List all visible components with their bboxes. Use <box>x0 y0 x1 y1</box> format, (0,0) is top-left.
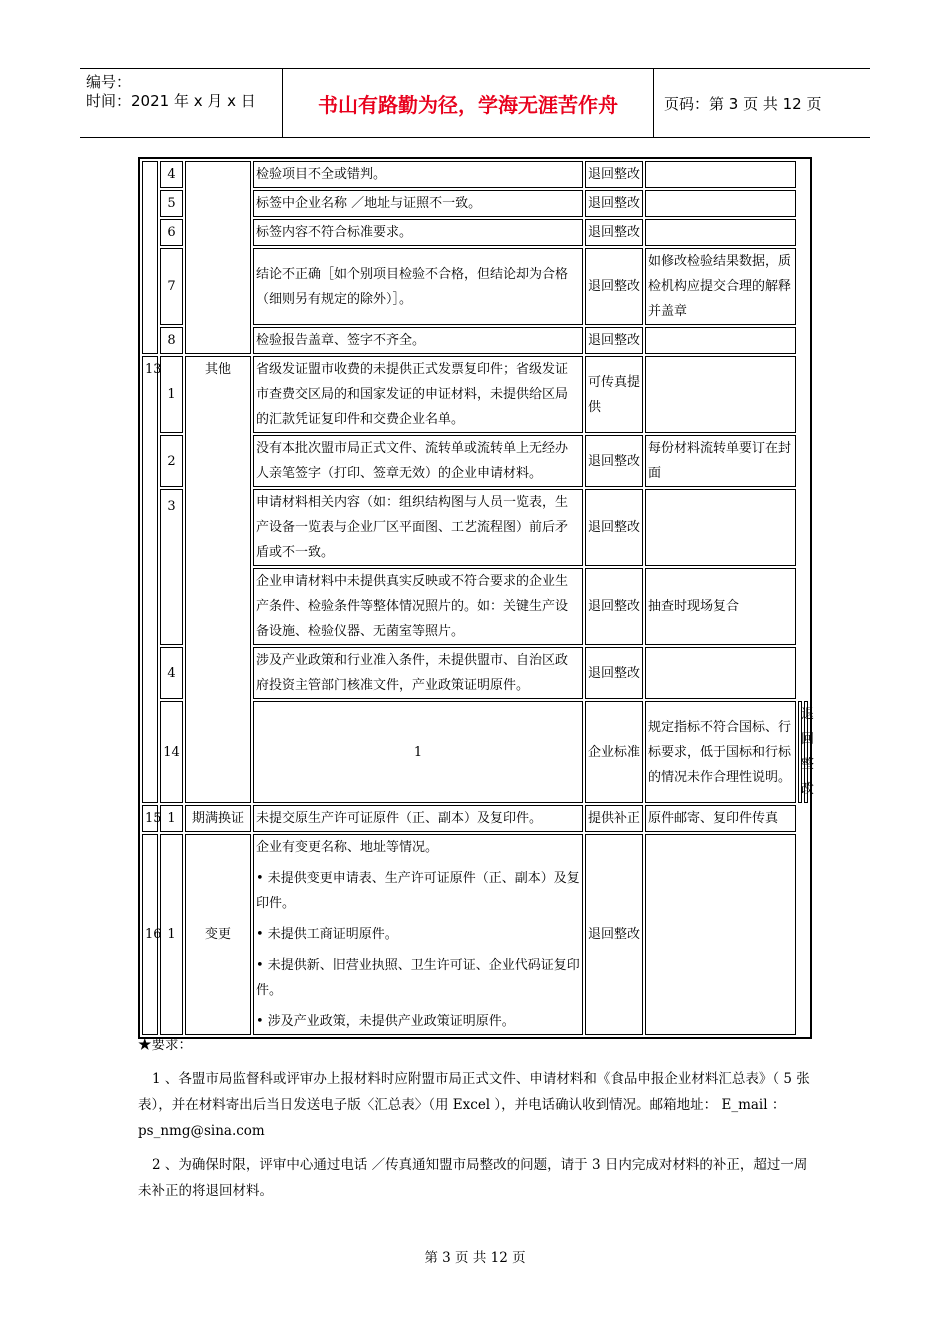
group-number: 15 <box>142 805 158 832</box>
time-label: 时间：2021 年 x 月 x 日 <box>86 92 256 110</box>
item-number: 1 <box>160 834 183 1035</box>
item-number: 4 <box>160 647 183 699</box>
category-label: 企业标准 <box>585 701 643 803</box>
issue-text <box>253 834 583 1035</box>
category-label: 期满换证 <box>185 805 251 832</box>
note-text <box>645 356 796 433</box>
item-number: 4 <box>160 161 183 188</box>
action-text: 退回整改 <box>585 248 643 325</box>
action-text: 退回整改 <box>585 568 643 645</box>
change-bullet: • 未提供工商证明原件。 <box>256 927 398 942</box>
group-number-cell <box>142 161 158 354</box>
item-number: 2 <box>160 435 183 487</box>
issue-text: 省级发证盟市收费的未提供正式发票复印件；省级发证市查费交区局的和国家发证的申证材料，未提供给区局的汇款凭证复印件和交费企业名单。 <box>253 356 583 433</box>
action-text: 可传真提供 <box>585 356 643 433</box>
table-row <box>142 161 808 188</box>
action-text: 提供补正 <box>585 805 643 832</box>
issue-text: 没有本批次盟市局正式文件、流转单或流转单上无经办人亲笔签字（打印、签章无效）的企业申请材料。 <box>253 435 583 487</box>
note-text <box>645 219 796 246</box>
issue-text: 规定指标不符合国标、行标要求，低于国标和行标的情况未作合理性说明。 <box>645 701 796 803</box>
note-paragraph: 1 、各盟市局监督科或评审办上报材料时应附盟市局正式文件、申请材料和《食品申报企业材料汇总表》（ 5 张表），并在材料寄出后当日发送电子版〈汇总表〉（用 Excel ），并电话确认收到情况。邮箱地址： E_mail ： ps_nmg@sina.com <box>138 1071 810 1139</box>
issue-text: 涉及产业政策和行业准入条件，未提供盟市、自治区政府投资主管部门核准文件，产业政策证明原件。 <box>253 647 583 699</box>
action-text: 退回整改 <box>798 701 802 803</box>
category-label: 其他 <box>185 356 251 803</box>
header-motto: 书山有路勤为径，学海无涯苦作舟 <box>282 69 654 137</box>
note-text <box>645 647 796 699</box>
table-row <box>142 356 808 433</box>
item-number: 1 <box>160 805 183 832</box>
action-text: 退回整改 <box>585 647 643 699</box>
change-bullet: • 未提供变更申请表、生产许可证原件（正、副本）及复印件。 <box>256 871 580 911</box>
note-text <box>645 327 796 354</box>
note-text <box>645 834 796 1035</box>
issue-text: 检验项目不全或错判。 <box>253 161 583 188</box>
action-text: 退回整改 <box>585 190 643 217</box>
item-number: 6 <box>160 219 183 246</box>
item-number: 7 <box>160 248 183 325</box>
item-number: 1 <box>160 356 183 433</box>
issue-text: 标签内容不符合标准要求。 <box>253 219 583 246</box>
notes-title: ★要求： <box>138 1037 192 1053</box>
issue-text: 申请材料相关内容（如：组织结构图与人员一览表，生产设备一览表与企业厂区平面图、工艺流程图）前后矛盾或不一致。 <box>253 489 583 566</box>
issue-text: 未提交原生产许可证原件（正、副本）及复印件。 <box>253 805 583 832</box>
action-text: 退回整改 <box>585 327 643 354</box>
table-row <box>142 834 808 1035</box>
category-cell <box>185 161 251 354</box>
note-text: 每份材料流转单要订在封面 <box>645 435 796 487</box>
page-footer: 第 3 页 共 12 页 <box>424 1250 526 1266</box>
note-text: 如修改检验结果数据，质检机构应提交合理的解释并盖章 <box>645 248 796 325</box>
note-text: 原件邮寄、复印件传真 <box>645 805 796 832</box>
requirements-notes <box>138 1032 813 1204</box>
issue-text: 结论不正确［如个别项目检验不合格，但结论却为合格（细则另有规定的除外）］。 <box>253 248 583 325</box>
group-number: 16 <box>142 834 158 1035</box>
category-label: 变更 <box>185 834 251 1035</box>
note-text <box>645 489 796 566</box>
code-label: 编号： <box>86 73 132 91</box>
action-text: 退回整改 <box>585 161 643 188</box>
table-row <box>142 805 808 832</box>
change-intro: 企业有变更名称、地址等情况。 <box>256 840 439 855</box>
note-text <box>645 190 796 217</box>
page-indicator: 页码：第 3 页 共 12 页 <box>664 94 822 113</box>
issue-text: 检验报告盖章、签字不齐全。 <box>253 327 583 354</box>
item-number: 3 <box>160 489 183 645</box>
issue-text: 企业申请材料中未提供真实反映或不符合要求的企业生产条件、检验条件等整体情况照片的。如：关键生产设备设施、检验仪器、无菌室等照片。 <box>253 568 583 645</box>
group-number: 14 <box>160 701 183 803</box>
item-number: 1 <box>253 701 583 803</box>
item-number: 5 <box>160 190 183 217</box>
requirements-table <box>138 157 815 1039</box>
note-text <box>645 161 796 188</box>
header-meta <box>80 69 282 137</box>
note-paragraph: 2 、为确保时限，评审中心通过电话 ／传真通知盟市局整改的问题，请于 3 日内完成对材料的补正，超过一周未补正的将退回材料。 <box>138 1157 808 1199</box>
group-number: 13 <box>142 356 158 803</box>
change-bullet: • 涉及产业政策，未提供产业政策证明原件。 <box>256 1014 515 1029</box>
action-text: 退回整改 <box>585 834 643 1035</box>
change-bullet: • 未提供新、旧营业执照、卫生许可证、企业代码证复印件。 <box>256 958 580 998</box>
item-number: 8 <box>160 327 183 354</box>
page-header <box>80 68 870 138</box>
note-text: 抽查时现场复合 <box>645 568 796 645</box>
action-text: 退回整改 <box>585 489 643 566</box>
action-text: 退回整改 <box>585 219 643 246</box>
issue-text: 标签中企业名称 ／地址与证照不一致。 <box>253 190 583 217</box>
action-text: 退回整改 <box>585 435 643 487</box>
